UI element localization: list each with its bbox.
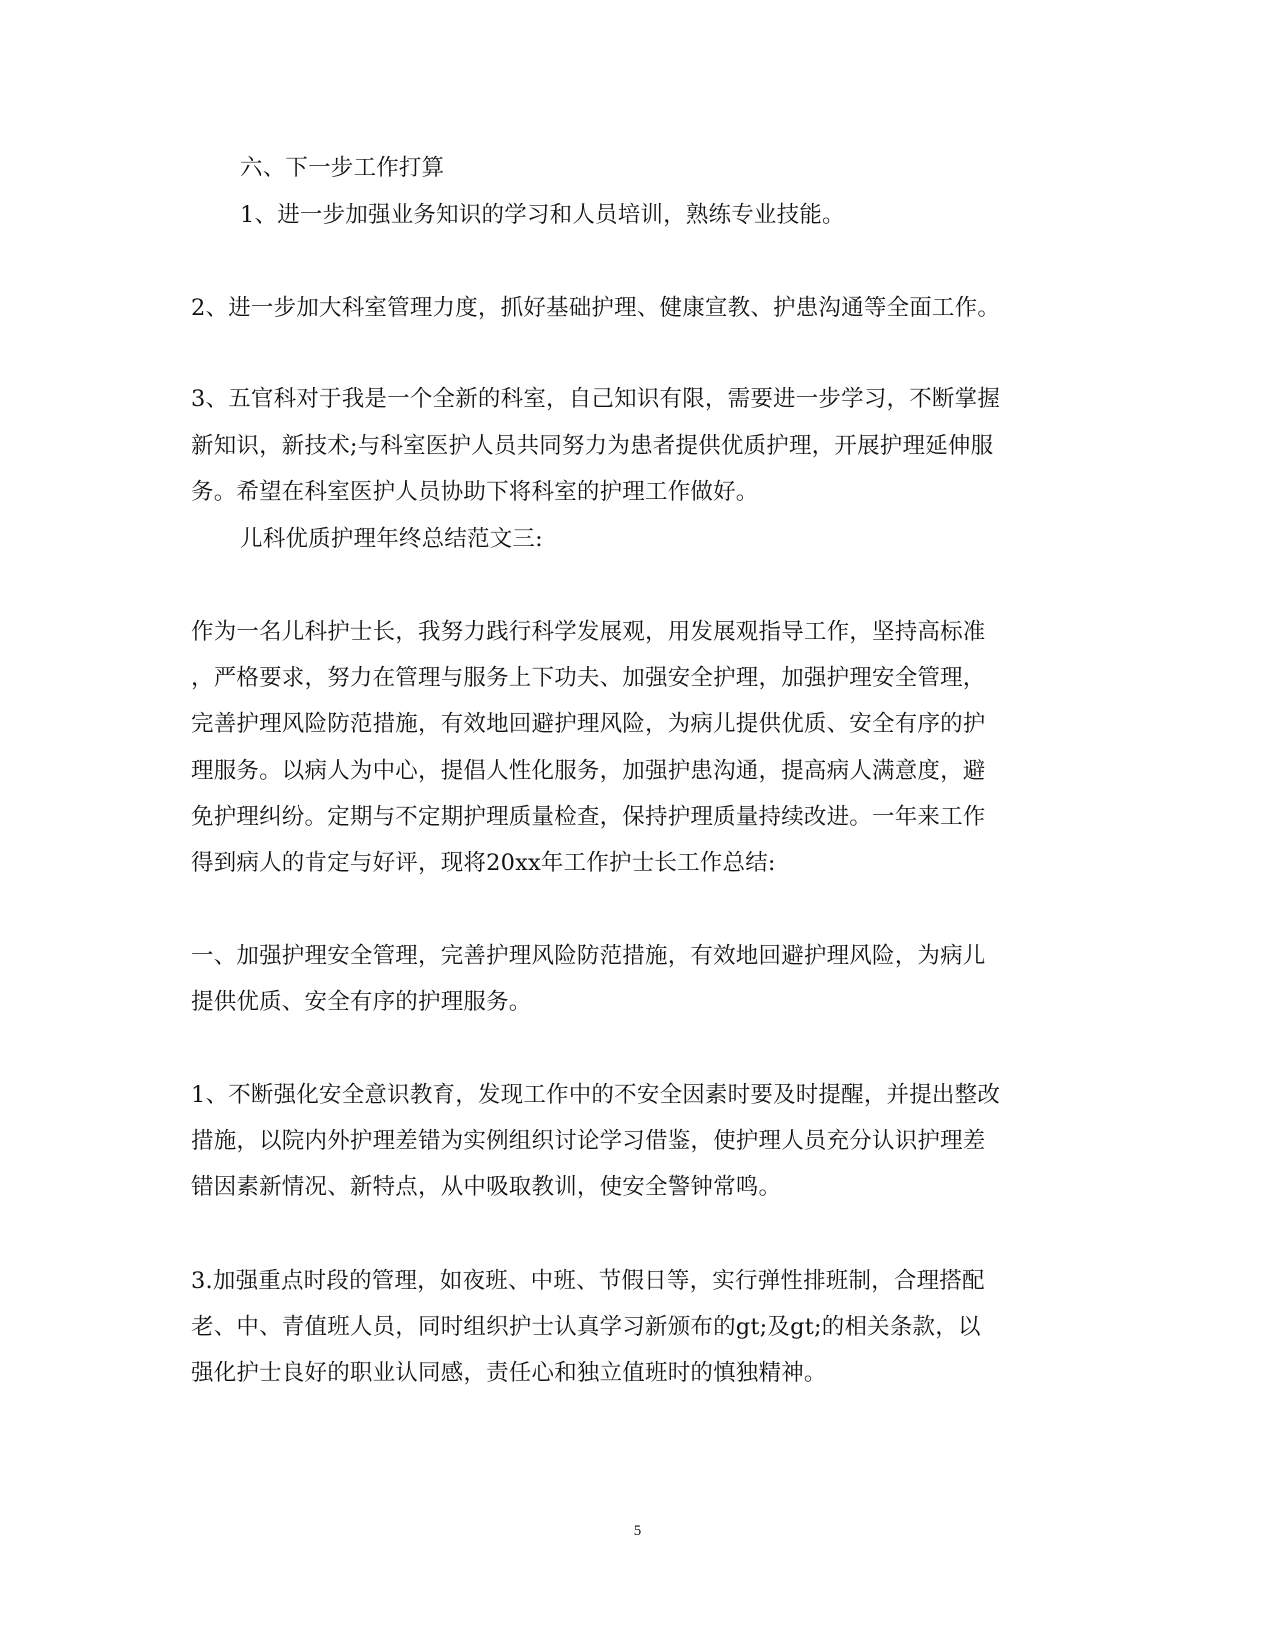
paragraph-line: 老、中、青值班人员，同时组织护士认真学习新颁布的gt;及gt;的相关条款，以 xyxy=(191,1314,981,1340)
paragraph-line: 3、五官科对于我是一个全新的科室，自己知识有限，需要进一步学习，不断掌握 xyxy=(191,386,1001,412)
paragraph-line: 强化护士良好的职业认同感，责任心和独立值班时的慎独精神。 xyxy=(191,1360,827,1386)
paragraph-line: 新知识，新技术;与科室医护人员共同努力为患者提供优质护理，开展护理延伸服 xyxy=(191,433,994,459)
section-heading-one: 一、加强护理安全管理，完善护理风险防范措施，有效地回避护理风险，为病儿 xyxy=(191,943,986,969)
paragraph-line: 完善护理风险防范措施，有效地回避护理风险，为病儿提供优质、安全有序的护 xyxy=(191,711,986,737)
paragraph-line: 作为一名儿科护士长，我努力践行科学发展观，用发展观指导工作，坚持高标准 xyxy=(191,619,986,645)
paragraph-line: 理服务。以病人为中心，提倡人性化服务，加强护患沟通，提高病人满意度，避 xyxy=(191,758,986,784)
paragraph-line: 1、不断强化安全意识教育，发现工作中的不安全因素时要及时提醒，并提出整改 xyxy=(191,1082,1001,1108)
section-heading-sample-three: 儿科优质护理年终总结范文三: xyxy=(240,526,543,552)
page-number: 5 xyxy=(633,1523,642,1539)
paragraph-line: 2、进一步加大科室管理力度，抓好基础护理、健康宣教、护患沟通等全面工作。 xyxy=(191,295,1001,321)
paragraph-line: 得到病人的肯定与好评，现将20xx年工作护士长工作总结: xyxy=(191,850,776,876)
paragraph-line: 措施，以院内外护理差错为实例组织讨论学习借鉴，使护理人员充分认识护理差 xyxy=(191,1128,986,1154)
paragraph-line: 错因素新情况、新特点，从中吸取教训，使安全警钟常鸣。 xyxy=(191,1174,782,1200)
section-heading-next-steps: 六、下一步工作打算 xyxy=(240,155,445,181)
paragraph-line: 3.加强重点时段的管理，如夜班、中班、节假日等，实行弹性排班制，合理搭配 xyxy=(191,1268,985,1294)
paragraph-line: ，严格要求，努力在管理与服务上下功夫、加强安全护理，加强护理安全管理， xyxy=(191,665,986,691)
paragraph-line: 1、进一步加强业务知识的学习和人员培训，熟练专业技能。 xyxy=(240,202,845,228)
paragraph-line: 提供优质、安全有序的护理服务。 xyxy=(191,989,532,1015)
paragraph-line: 务。希望在科室医护人员协助下将科室的护理工作做好。 xyxy=(191,479,759,505)
paragraph-line: 免护理纠纷。定期与不定期护理质量检查，保持护理质量持续改进。一年来工作 xyxy=(191,804,986,830)
